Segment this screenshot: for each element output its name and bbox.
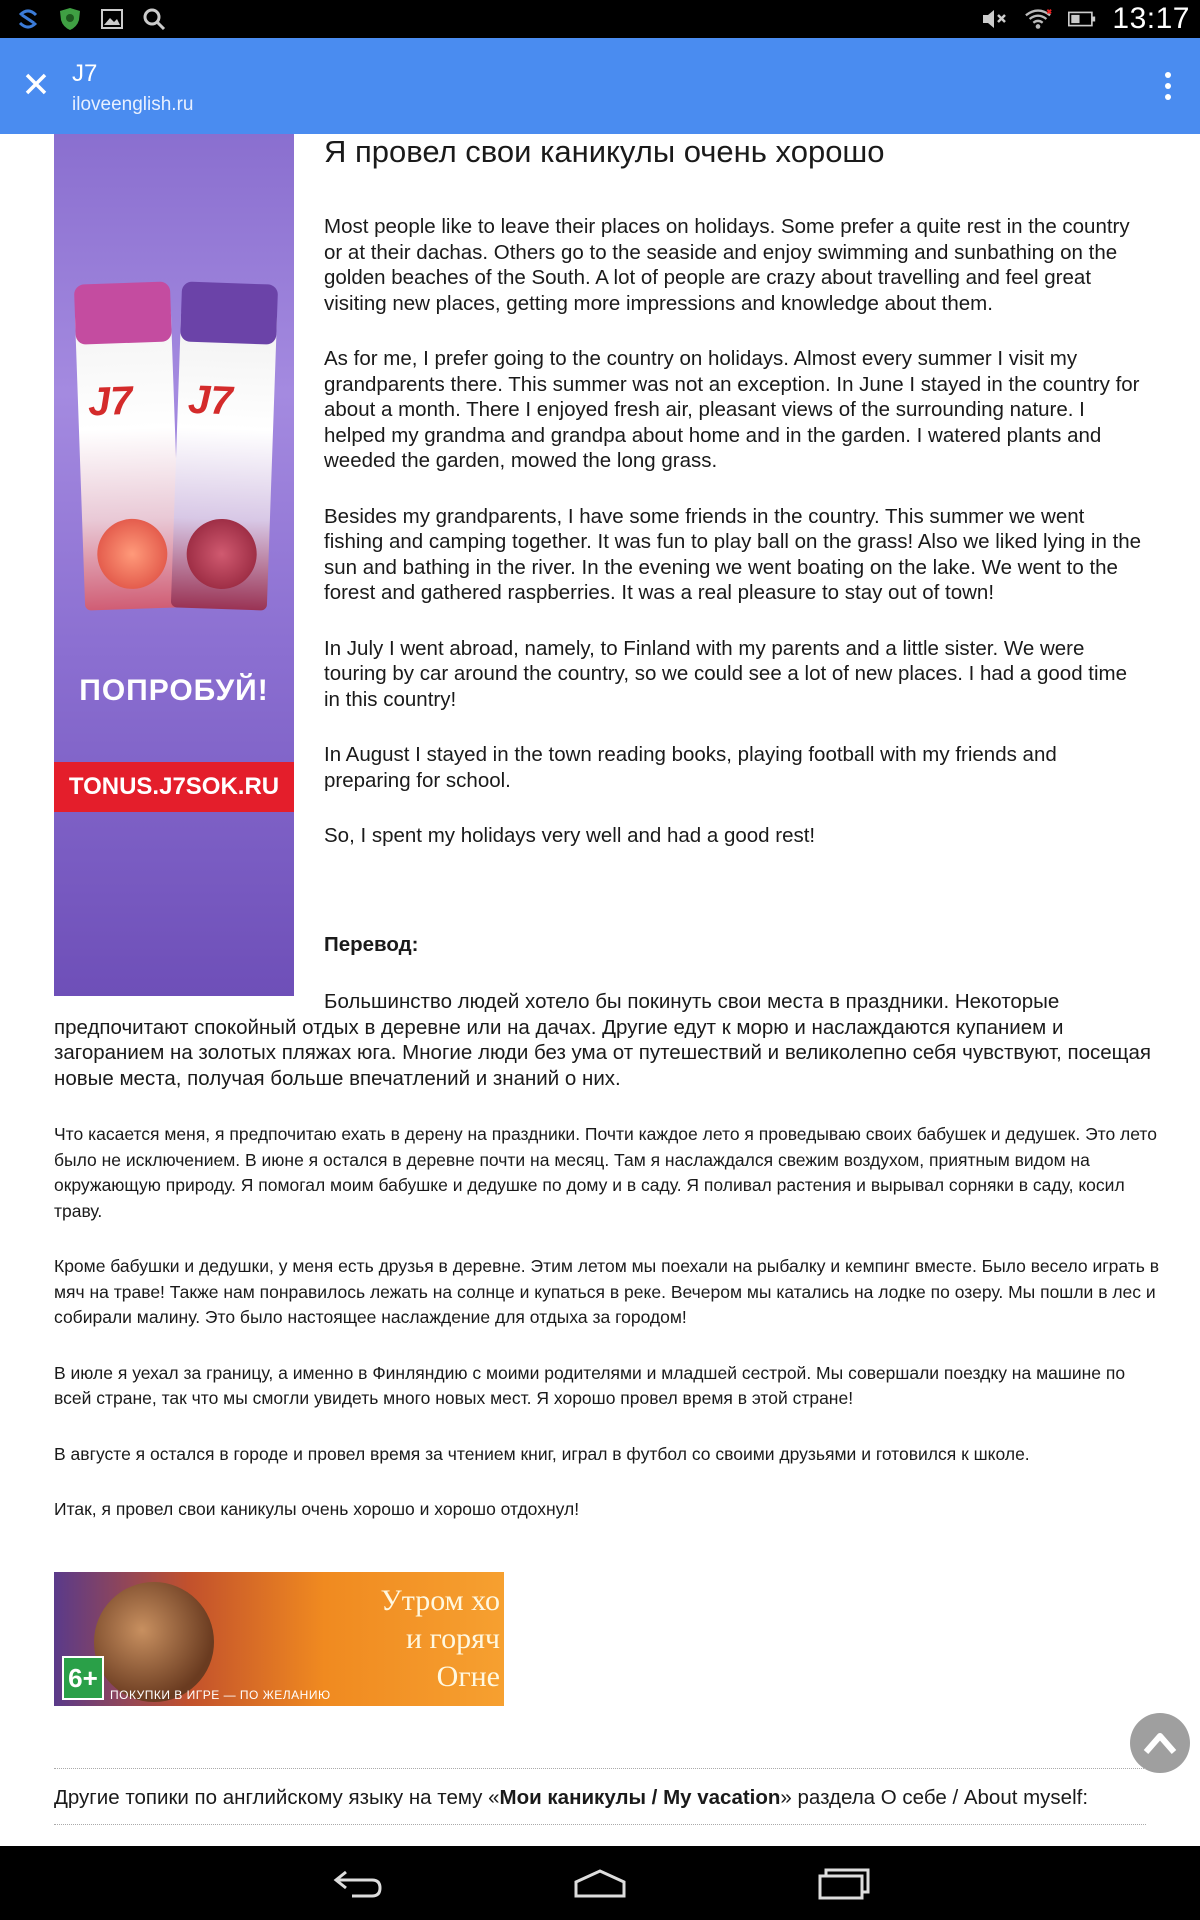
battery-icon	[1068, 5, 1096, 33]
mute-icon	[980, 5, 1008, 33]
navigation-bar	[0, 1846, 1200, 1920]
paragraph: В июле я уехал за границу, а именно в Финляндию с моими родителями и младшей сестрой. Мы совершали поездку на машине по всей стране, так что мы смогли увидеть много новых мест. Я хорошо провел время в этой стране!	[54, 1362, 1126, 1408]
paragraph: В августе я остался в городе и провел время за чтением книг, играл в футбол со своими друзьями и готовился к школе.	[54, 1443, 1030, 1464]
back-button[interactable]	[318, 1856, 398, 1910]
paragraph: In August I stayed in the town reading books, playing football with my friends and preparing for school.	[324, 743, 1057, 792]
russian-text	[54, 1122, 1164, 1553]
sync-icon	[14, 5, 42, 33]
paragraph: Что касается меня, я предпочитаю ехать в дерену на праздники. Почти каждое лето я проведываю своих бабушек и дедушек. Это лето было не исключением. В июне я остался в деревне почти на месяц. Там я наслаждался свежим воздухом, приятным видом на окружающую природу. Я помогал моим бабушке и дедушке по дому и в саду. Я поливал растения и вырывал сорняки в саду, косил траву.	[54, 1124, 1157, 1221]
paragraph: So, I spent my holidays very well and had a good rest!	[324, 824, 816, 847]
ad-url-label[interactable]: TONUS.J7SOK.RU	[54, 762, 294, 812]
ad-cta-text: ПОПРОБУЙ!	[79, 674, 269, 707]
recents-icon	[816, 1866, 872, 1900]
brand-logo: J7	[187, 377, 234, 424]
divider	[54, 1768, 1146, 1769]
game-character-image	[94, 1582, 214, 1702]
wifi-icon	[1024, 5, 1052, 33]
paragraph: In July I went abroad, namely, to Finland with my parents and a little sister. We were touring by car around the country, so we could see a lot of new places. I had a good time in this country!	[324, 636, 1128, 711]
paragraph: Most people like to leave their places on holidays. Some prefer a quite rest in the country or at their dachas. Others go to the seaside and enjoy swimming and sunbathing on the golden beaches of the South. A lot of people are crazy about travelling and feel great visiting new places, getting more impressions and knowledge about them.	[324, 215, 1130, 315]
web-content[interactable]	[0, 134, 1200, 1846]
home-icon	[572, 1868, 628, 1898]
banner-advertisement[interactable]	[54, 1572, 504, 1706]
more-vert-icon	[1156, 68, 1180, 104]
divider	[54, 1824, 1146, 1825]
paragraph: Итак, я провел свои каникулы очень хорошо и хорошо отдохнул!	[54, 1499, 580, 1519]
status-bar	[0, 0, 1200, 38]
pomegranate-image	[185, 518, 257, 590]
side-advertisement[interactable]	[54, 134, 294, 996]
paragraph: Besides my grandparents, I have some friends in the country. This summer we went fishing and camping together. It was fun to play ball on the grass! Also we liked lying in the sun and bathing in the river. In the evening we went boating on the lake. We went to the forest and gathered raspberries. It was a real pleasure to stay out of town!	[324, 504, 1142, 604]
custom-tab-toolbar	[0, 38, 1200, 134]
back-icon	[332, 1866, 384, 1900]
page-title: J7	[72, 60, 98, 87]
banner-text: Утром хо и горяч Огне	[380, 1584, 500, 1693]
brand-logo: J7	[87, 378, 134, 425]
related-topic-link[interactable]: Мои каникулы / My vacation	[499, 1786, 781, 1809]
related-topics: Другие топики по английскому языку на тему «Мои каникулы / My vacation» раздела О себе / About myself:	[54, 1786, 1089, 1809]
english-text	[324, 214, 1144, 879]
article-title: Я провел свои каникулы очень хорошо	[324, 134, 885, 169]
shield-icon	[56, 5, 84, 33]
overflow-menu-button[interactable]	[1156, 68, 1180, 104]
paragraph: Кроме бабушки и дедушки, у меня есть друзья в деревне. Этим летом мы поехали на рыбалку и кемпинг вместе. Было весело играть в мяч на траве! Также нам понравилось лежать на солнце и купаться в реке. Вечером мы катались на лодке по озеру. Мы пошли в лес и собирали малину. Это было настоящее наслаждение для отдыха за городом!	[54, 1256, 1160, 1327]
scroll-to-top-button[interactable]	[1130, 1713, 1190, 1773]
paragraph: Большинство людей хотело бы покинуть свои места в праздники. Некоторые предпочитают спокойный отдых в деревне или на дачах. Другие едут к морю и наслаждаются купанием и загоранием на золотых пляжах юга. Многие люди без ума от путешествий и великолепно себя чувствуют, посещая новые места, получая больше впечатлений и знаний о них.	[54, 990, 1152, 1090]
close-button[interactable]	[18, 66, 54, 102]
chevron-up-icon	[1143, 1730, 1177, 1756]
translation-heading: Перевод:	[324, 933, 419, 956]
paragraph: As for me, I prefer going to the country on holidays. Almost every summer I visit my grandparents there. This summer was not an exception. In June I stayed in the country for about a month. There I enjoyed fresh air, pleasant views of the surrounding nature. I helped my grandma and grandpa about home and in the garden. I watered plants and weeded the garden, mowed the long grass.	[324, 347, 1140, 472]
banner-disclaimer: ПОКУПКИ В ИГРЕ — ПО ЖЕЛАНИЮ	[110, 1688, 331, 1702]
home-button[interactable]	[560, 1856, 640, 1910]
page-url: iloveenglish.ru	[72, 94, 194, 115]
image-icon	[98, 5, 126, 33]
close-icon	[18, 66, 54, 102]
recents-button[interactable]	[804, 1856, 884, 1910]
age-rating-badge: 6+	[62, 1656, 104, 1700]
grapefruit-image	[96, 518, 168, 590]
juice-pack-image	[171, 307, 277, 610]
search-icon	[140, 5, 168, 33]
juice-pack-image	[75, 307, 181, 610]
clock: 13:17	[1112, 2, 1190, 35]
